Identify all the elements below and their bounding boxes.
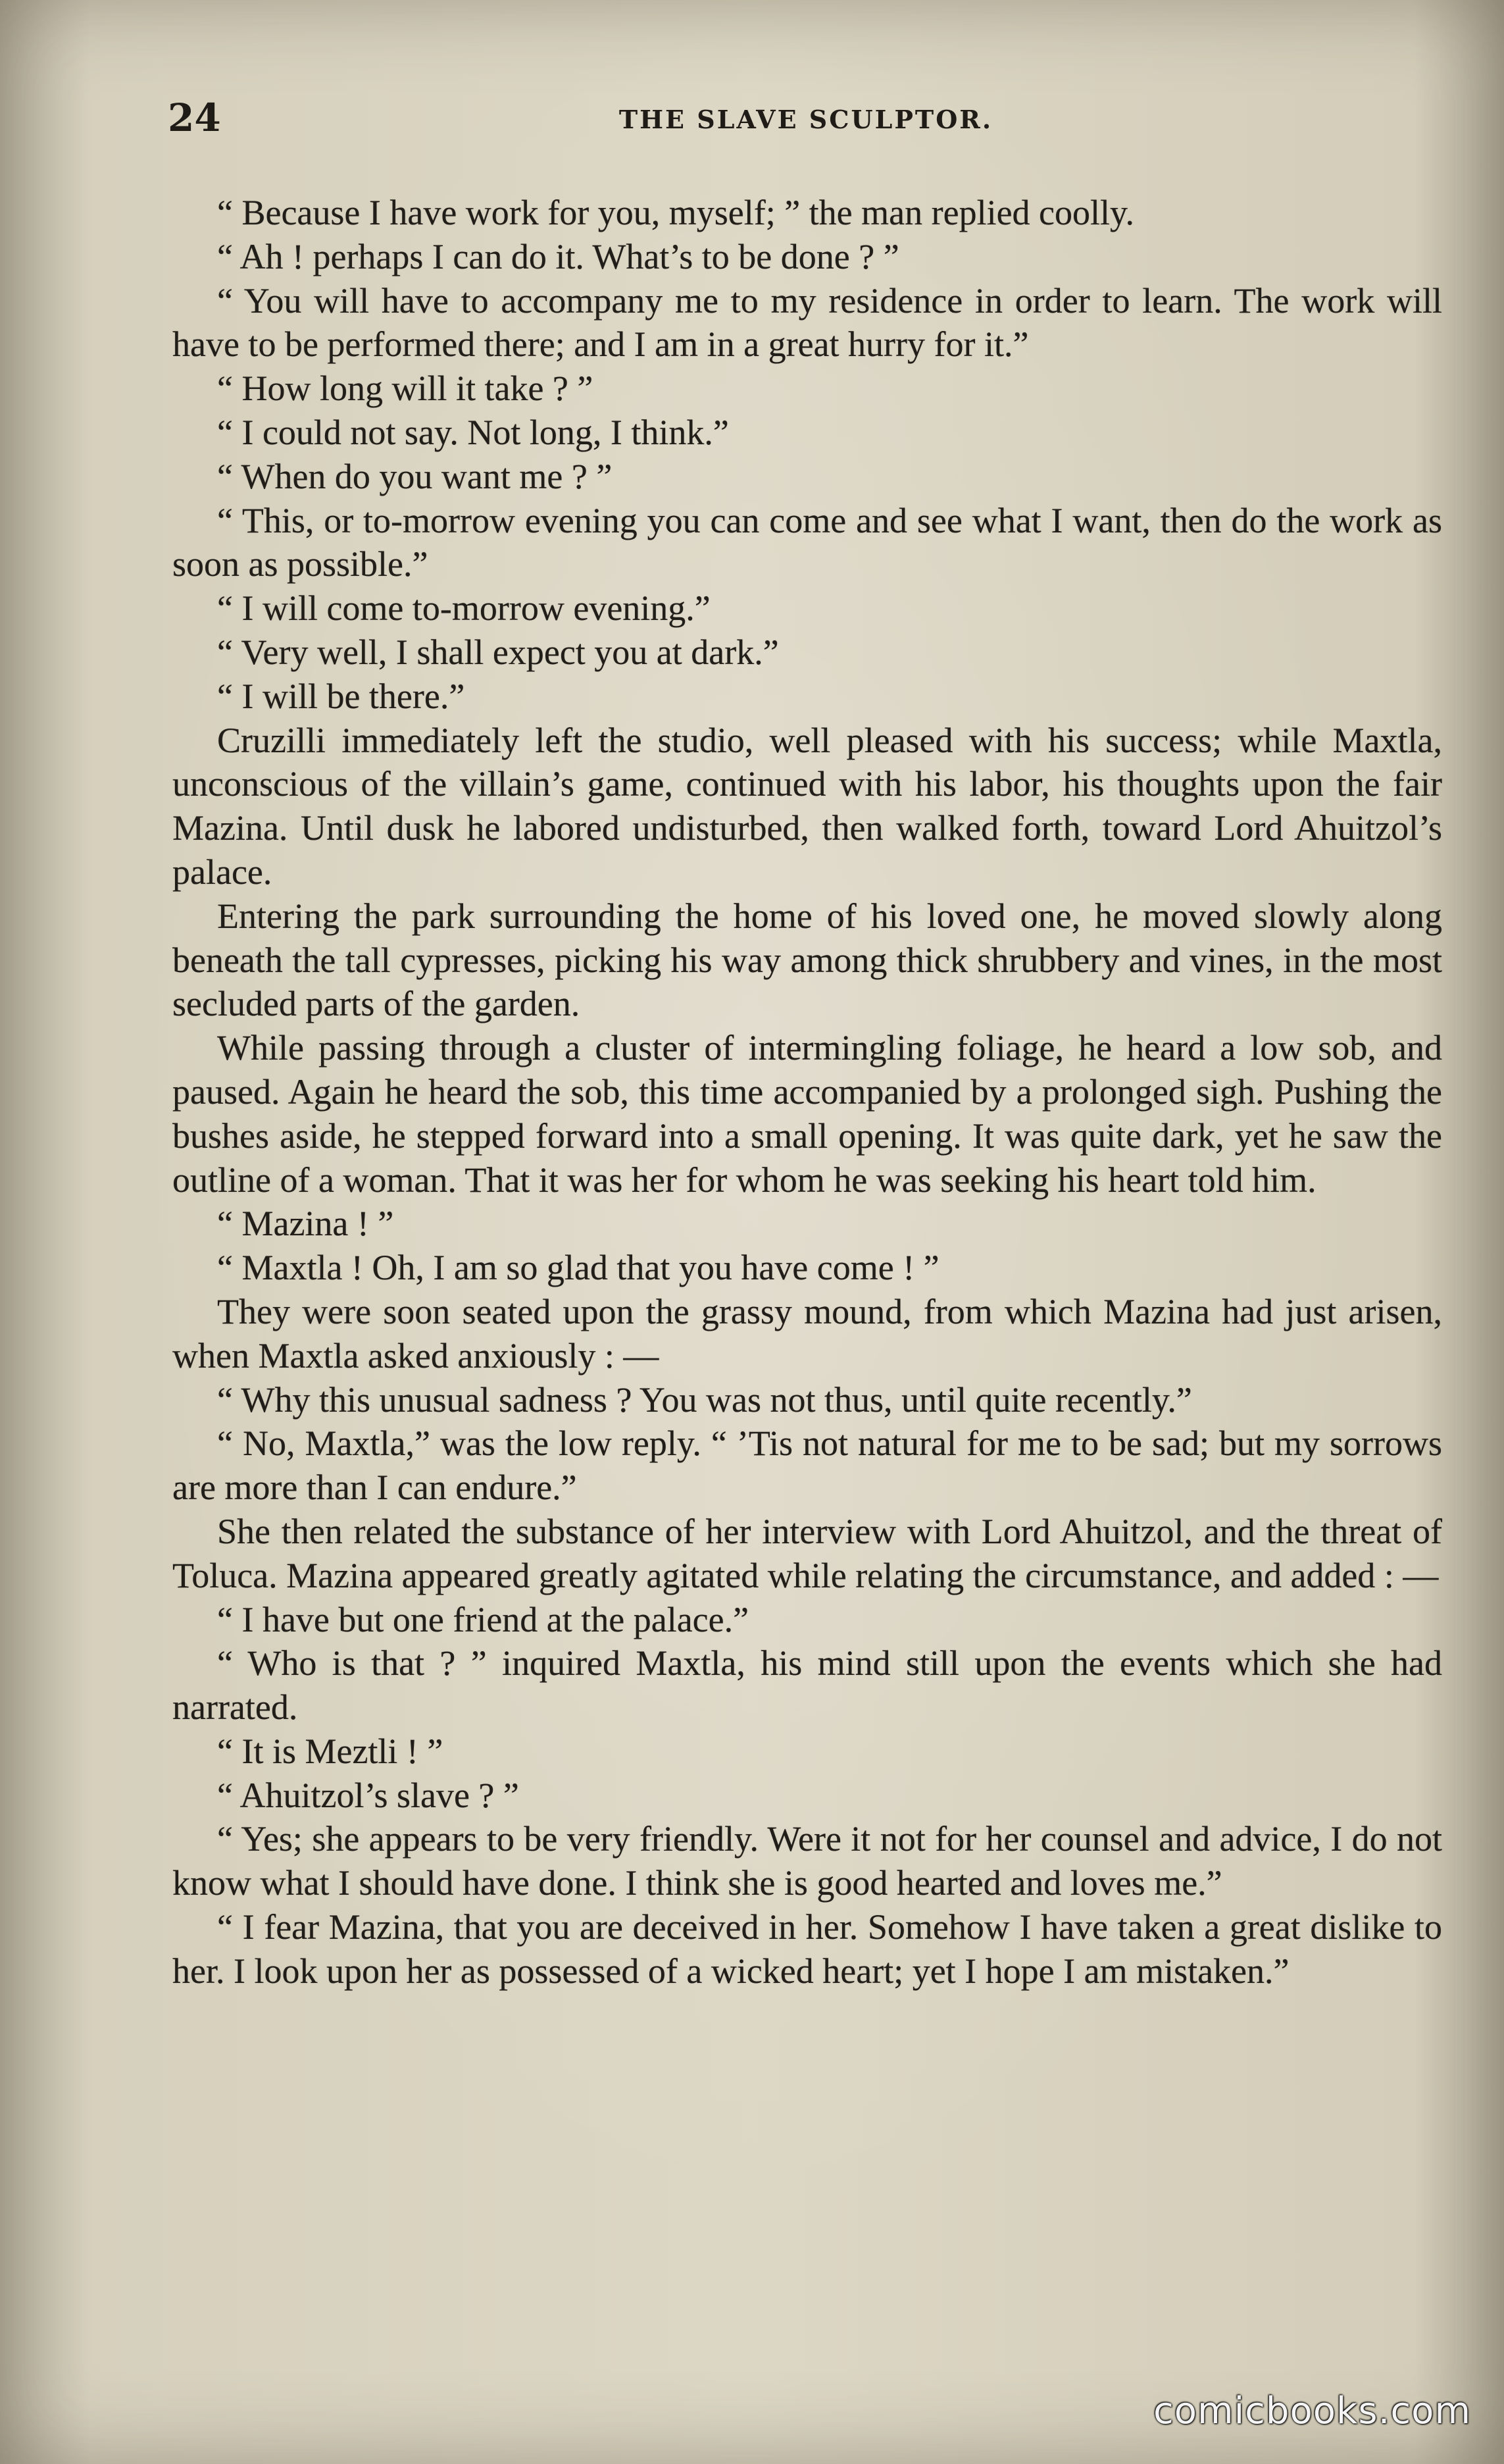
paragraph: “ I have but one friend at the palace.” — [217, 1599, 749, 1639]
page-header — [168, 95, 1444, 148]
body-text — [172, 191, 1442, 1993]
paragraph: “ Mazina ! ” — [217, 1204, 394, 1244]
paragraph: “ This, or to-morrow evening you can come and see what I want, then do the work as soon as possible.” — [172, 500, 1442, 584]
page-number: 24 — [168, 95, 221, 140]
paragraph: “ Yes; she appears to be very friendly. Were it not for her counsel and advice, I do not know what I should have done. I think she is good hearted and loves me.” — [172, 1819, 1442, 1903]
paragraph: “ I could not say. Not long, I think.” — [217, 412, 729, 452]
paragraph: “ When do you want me ? ” — [217, 456, 613, 496]
paragraph: “ Because I have work for you, myself; ” the man replied coolly. — [217, 193, 1135, 232]
paragraph: “ It is Meztli ! ” — [217, 1731, 443, 1771]
paragraph: She then related the substance of her interview with Lord Ahuitzol, and the threat of Toluca. Mazina appeared greatly agitated while relating the circumstance, and added : — — [172, 1511, 1442, 1595]
paragraph: “ I will come to-morrow evening.” — [217, 588, 711, 629]
paragraph: “ Why this unusual sadness ? You was not thus, until quite recently.” — [217, 1379, 1192, 1420]
paragraph: “ Very well, I shall expect you at dark.” — [217, 632, 779, 672]
watermark: comicbooks.com — [1153, 2390, 1471, 2432]
paragraph: “ Maxtla ! Oh, I am so glad that you have come ! ” — [217, 1248, 940, 1288]
paragraph: “ Ahuitzol’s slave ? ” — [217, 1775, 519, 1815]
paragraph: “ Who is that ? ” inquired Maxtla, his mind still upon the events which she had narrated. — [172, 1643, 1442, 1728]
paragraph: “ How long will it take ? ” — [217, 369, 593, 409]
paragraph: Cruzilli immediately left the studio, well pleased with his success; while Maxtla, unconscious of the villain’s game, continued with his labor, his thoughts upon the fair Mazina. Until dusk he labored undisturbed, then walked forth, toward Lord Ahuitzol’s palace. — [172, 720, 1442, 892]
paragraph: Entering the park surrounding the home of his loved one, he moved slowly along beneath the tall cypresses, picking his way among thick shrubbery and vines, in the most secluded parts of the garden. — [172, 896, 1442, 1024]
paragraph: “ No, Maxtla,” was the low reply. “ ’Tis not natural for me to be sad; but my sorrows are more than I can endure.” — [172, 1424, 1442, 1508]
paragraph: “ You will have to accompany me to my residence in order to learn. The work will have to be performed there; and I am in a great hurry for it.” — [172, 280, 1442, 365]
running-title: THE SLAVE SCULPTOR. — [618, 105, 993, 134]
paragraph: They were soon seated upon the grassy mound, from which Mazina had just arisen, when Maxtla asked anxiously : — — [172, 1291, 1442, 1375]
paragraph: “ I will be there.” — [217, 676, 465, 716]
paragraph: “ I fear Mazina, that you are deceived in her. Somehow I have taken a great dislike to her. I look upon her as possessed of a wicked heart; yet I hope I am mistaken.” — [172, 1907, 1442, 1991]
paragraph: While passing through a cluster of intermingling foliage, he heard a low sob, and paused. Again he heard the sob, this time accompanied by a prolonged sigh. Pushing the bushes aside, he stepped forward into a small opening. It was quite dark, yet he saw the outline of a woman. That it was her for whom he was seeking his heart told him. — [172, 1028, 1442, 1200]
paragraph: “ Ah ! perhaps I can do it. What’s to be done ? ” — [217, 236, 899, 276]
